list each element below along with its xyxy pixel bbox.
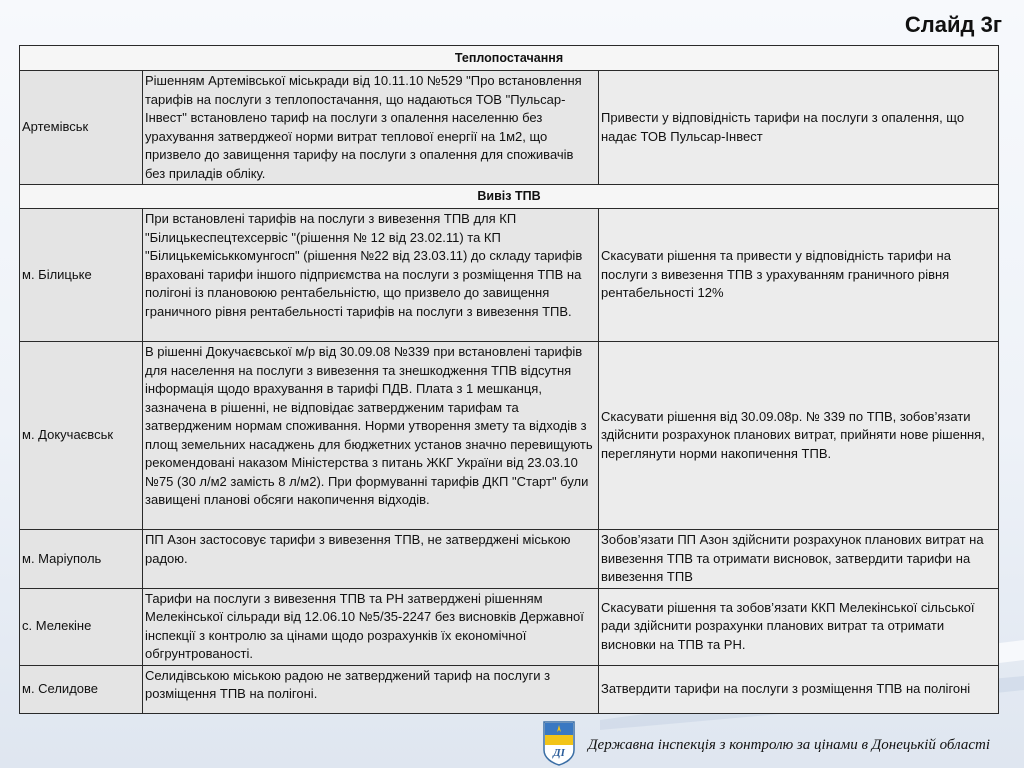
- table-row: [20, 342, 999, 530]
- footer-organization-text: Державна інспекція з контролю за цінами в Донецькій області: [588, 737, 990, 753]
- table-row: [20, 665, 999, 713]
- city-cell: м. Докучаєвськ: [20, 342, 143, 530]
- emblem-letters: ДІ: [553, 747, 565, 759]
- action-cell: Привести у відповідність тарифи на послуги з опалення, що надає ТОВ Пульсар-Інвест: [599, 71, 999, 185]
- description-cell: ПП Азон застосовує тарифи з вивезення ТПВ, не затверджені міською радою.: [143, 530, 599, 589]
- city-cell: м. Маріуполь: [20, 530, 143, 589]
- action-cell: Скасувати рішення та зобов’язати ККП Мелекінської сільської ради здійснити розрахунки планових витрат та отримати висновки на ТПВ та РН.: [599, 588, 999, 665]
- action-cell: Скасувати рішення та привести у відповідність тарифи на послуги з вивезення ТПВ з урахуванням граничного рівня рентабельності 12%: [599, 209, 999, 342]
- table-row: [20, 588, 999, 665]
- section-title-heating: Теплопостачання: [20, 46, 999, 71]
- section-title-waste: Вивіз ТПВ: [20, 185, 999, 209]
- city-cell: с. Мелекіне: [20, 588, 143, 665]
- city-cell: м. Селидове: [20, 665, 143, 713]
- description-cell: Рішенням Артемівської міськради від 10.11.10 №529 "Про встановлення тарифів на послуги з теплопостачання, що надаються ТОВ "Пульсар-Інвест" встановлено тариф на послуги з опалення населенню без урахування затверджеої норми витрат теплової енергії на 1м2, що призвело до завищення тарифу на послуги з опалення для споживачів без приладів обліку.: [143, 71, 599, 185]
- description-cell: Тарифи на послуги з вивезення ТПВ та РН затверджені рішенням Мелекінської сільради від 12.06.10 №5/35-2247 без висновків Державної інспекції з контролю за цінами щодо розрахунків їх економічної обгрунтрованості.: [143, 588, 599, 665]
- description-cell: В рішенні Докучаєвської м/р від 30.09.08 №339 при встановлені тарифів для населення на послуги з вивезення та знешкодження ТПВ відсутня інформація щодо врахування в тарифі ПДВ. Плата з 1 мешканця, зазначена в рішенні, не відповідає затвердженим тарифам та затвердженим нормам споживання. Норми утворення змету та відходів з площ земельних насаджень для бюджетних установ значно перевищують рекомендовані наказом Міністерства з питань ЖКГ України від 23.03.10 №75 (30 л/м2 замість 8 л/м2). При формуванні тарифів ДКП "Старт" були завищені планові обсяги накопичення відходів.: [143, 342, 599, 530]
- action-cell: Затвердити тарифи на послуги з розміщення ТПВ на полігоні: [599, 665, 999, 713]
- table-row: [20, 530, 999, 589]
- section-header-row: [20, 185, 999, 209]
- table-row: [20, 71, 999, 185]
- description-cell: При встановлені тарифів на послуги з вивезення ТПВ для КП "Білицькеспецтехсервіс "(рішення № 12 від 23.02.11) та КП "Білицькеміськкомунгосп" (рішення №22 від 23.03.11) до складу тарифів враховані тарифи іншого підприємства на послуги з розміщення ТПВ на полігоні із плановоюю рентабельністю, що призвело до завищення граничного рівня рентабельності тарифів на послуги з вивезення ТПВ.: [143, 209, 599, 342]
- slide-title: Слайд 3г: [904, 12, 1002, 37]
- tariff-table: [19, 45, 999, 714]
- city-cell: Артемівськ: [20, 71, 143, 185]
- action-cell: Скасувати рішення від 30.09.08р. № 339 по ТПВ, зобов’язати здійснити розрахунок планових витрат, прийняти нове рішення, переглянути норми накопичення ТПВ.: [599, 342, 999, 530]
- footer: [536, 720, 1024, 768]
- description-cell: Селидівською міською радою не затверджений тариф на послуги з розміщення ТПВ на полігоні.: [143, 665, 599, 713]
- inspection-emblem-icon: [542, 720, 576, 766]
- section-header-row: [20, 46, 999, 71]
- city-cell: м. Білицьке: [20, 209, 143, 342]
- action-cell: Зобов’язати ПП Азон здійснити розрахунок планових витрат на вивезення ТПВ та отримати висновок, затвердити тарифи на вивезення ТПВ: [599, 530, 999, 589]
- table-row: [20, 209, 999, 342]
